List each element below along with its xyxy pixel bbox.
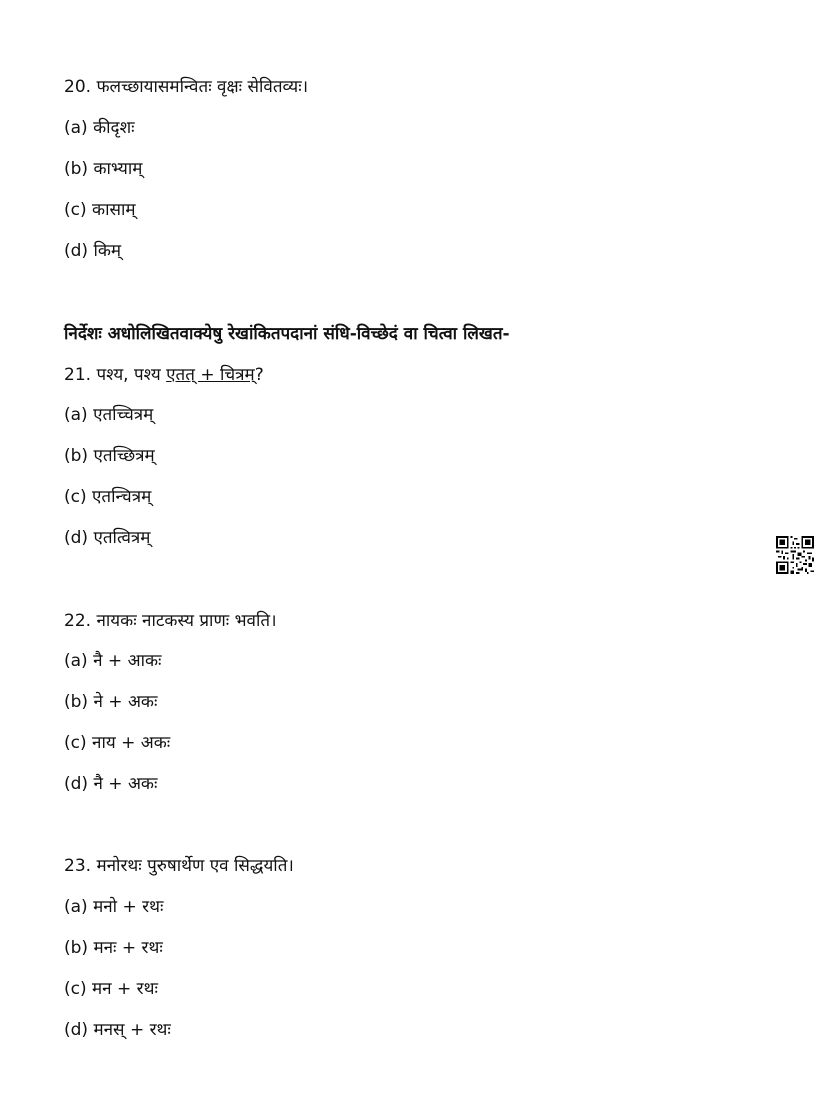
question-21-underlined-phrase: एतत् + चित्रम् — [166, 365, 255, 385]
question-20-option-d: (d) किम् — [64, 241, 122, 261]
qr-code-icon — [776, 536, 814, 574]
question-22-option-a: (a) नै + आकः — [64, 651, 162, 671]
question-22-option-d: (d) नै + अकः — [64, 774, 158, 794]
section-instruction: निर्देशः अधोलिखितवाक्येषु रेखांकितपदानां संधि-विच्छेदं वा चित्वा लिखत- — [64, 324, 510, 344]
question-22-stem: 22. नायकः नाटकस्य प्राणः भवति। — [64, 611, 277, 631]
question-21-option-c: (c) एतन्चित्रम् — [64, 487, 152, 507]
question-21-stem-prefix: 21. पश्य, पश्य — [64, 365, 167, 385]
question-23-stem: 23. मनोरथः पुरुषार्थेण एव सिद्धयति। — [64, 856, 294, 876]
question-22-option-c: (c) नाय + अकः — [64, 733, 171, 753]
question-23-option-a: (a) मनो + रथः — [64, 897, 164, 917]
question-21-stem-suffix: ? — [254, 365, 264, 385]
question-21-option-d: (d) एतत्वित्रम् — [64, 528, 151, 548]
question-21-stem — [64, 364, 264, 386]
question-20-stem: 20. फलच्छायासमन्वितः वृक्षः सेवितव्यः। — [64, 77, 309, 97]
question-23-option-c: (c) मन + रथः — [64, 979, 158, 999]
question-21-option-b: (b) एतच्छित्रम् — [64, 446, 155, 466]
question-20-option-a: (a) कीदृशः — [64, 118, 135, 138]
question-23-option-b: (b) मनः + रथः — [64, 938, 163, 958]
question-20-option-b: (b) काभ्याम् — [64, 159, 143, 179]
question-23-option-d: (d) मनस् + रथः — [64, 1020, 171, 1040]
question-20-option-c: (c) कासाम् — [64, 200, 136, 220]
question-21-option-a: (a) एतच्चित्रम् — [64, 405, 154, 425]
question-22-option-b: (b) ने + अकः — [64, 692, 158, 712]
